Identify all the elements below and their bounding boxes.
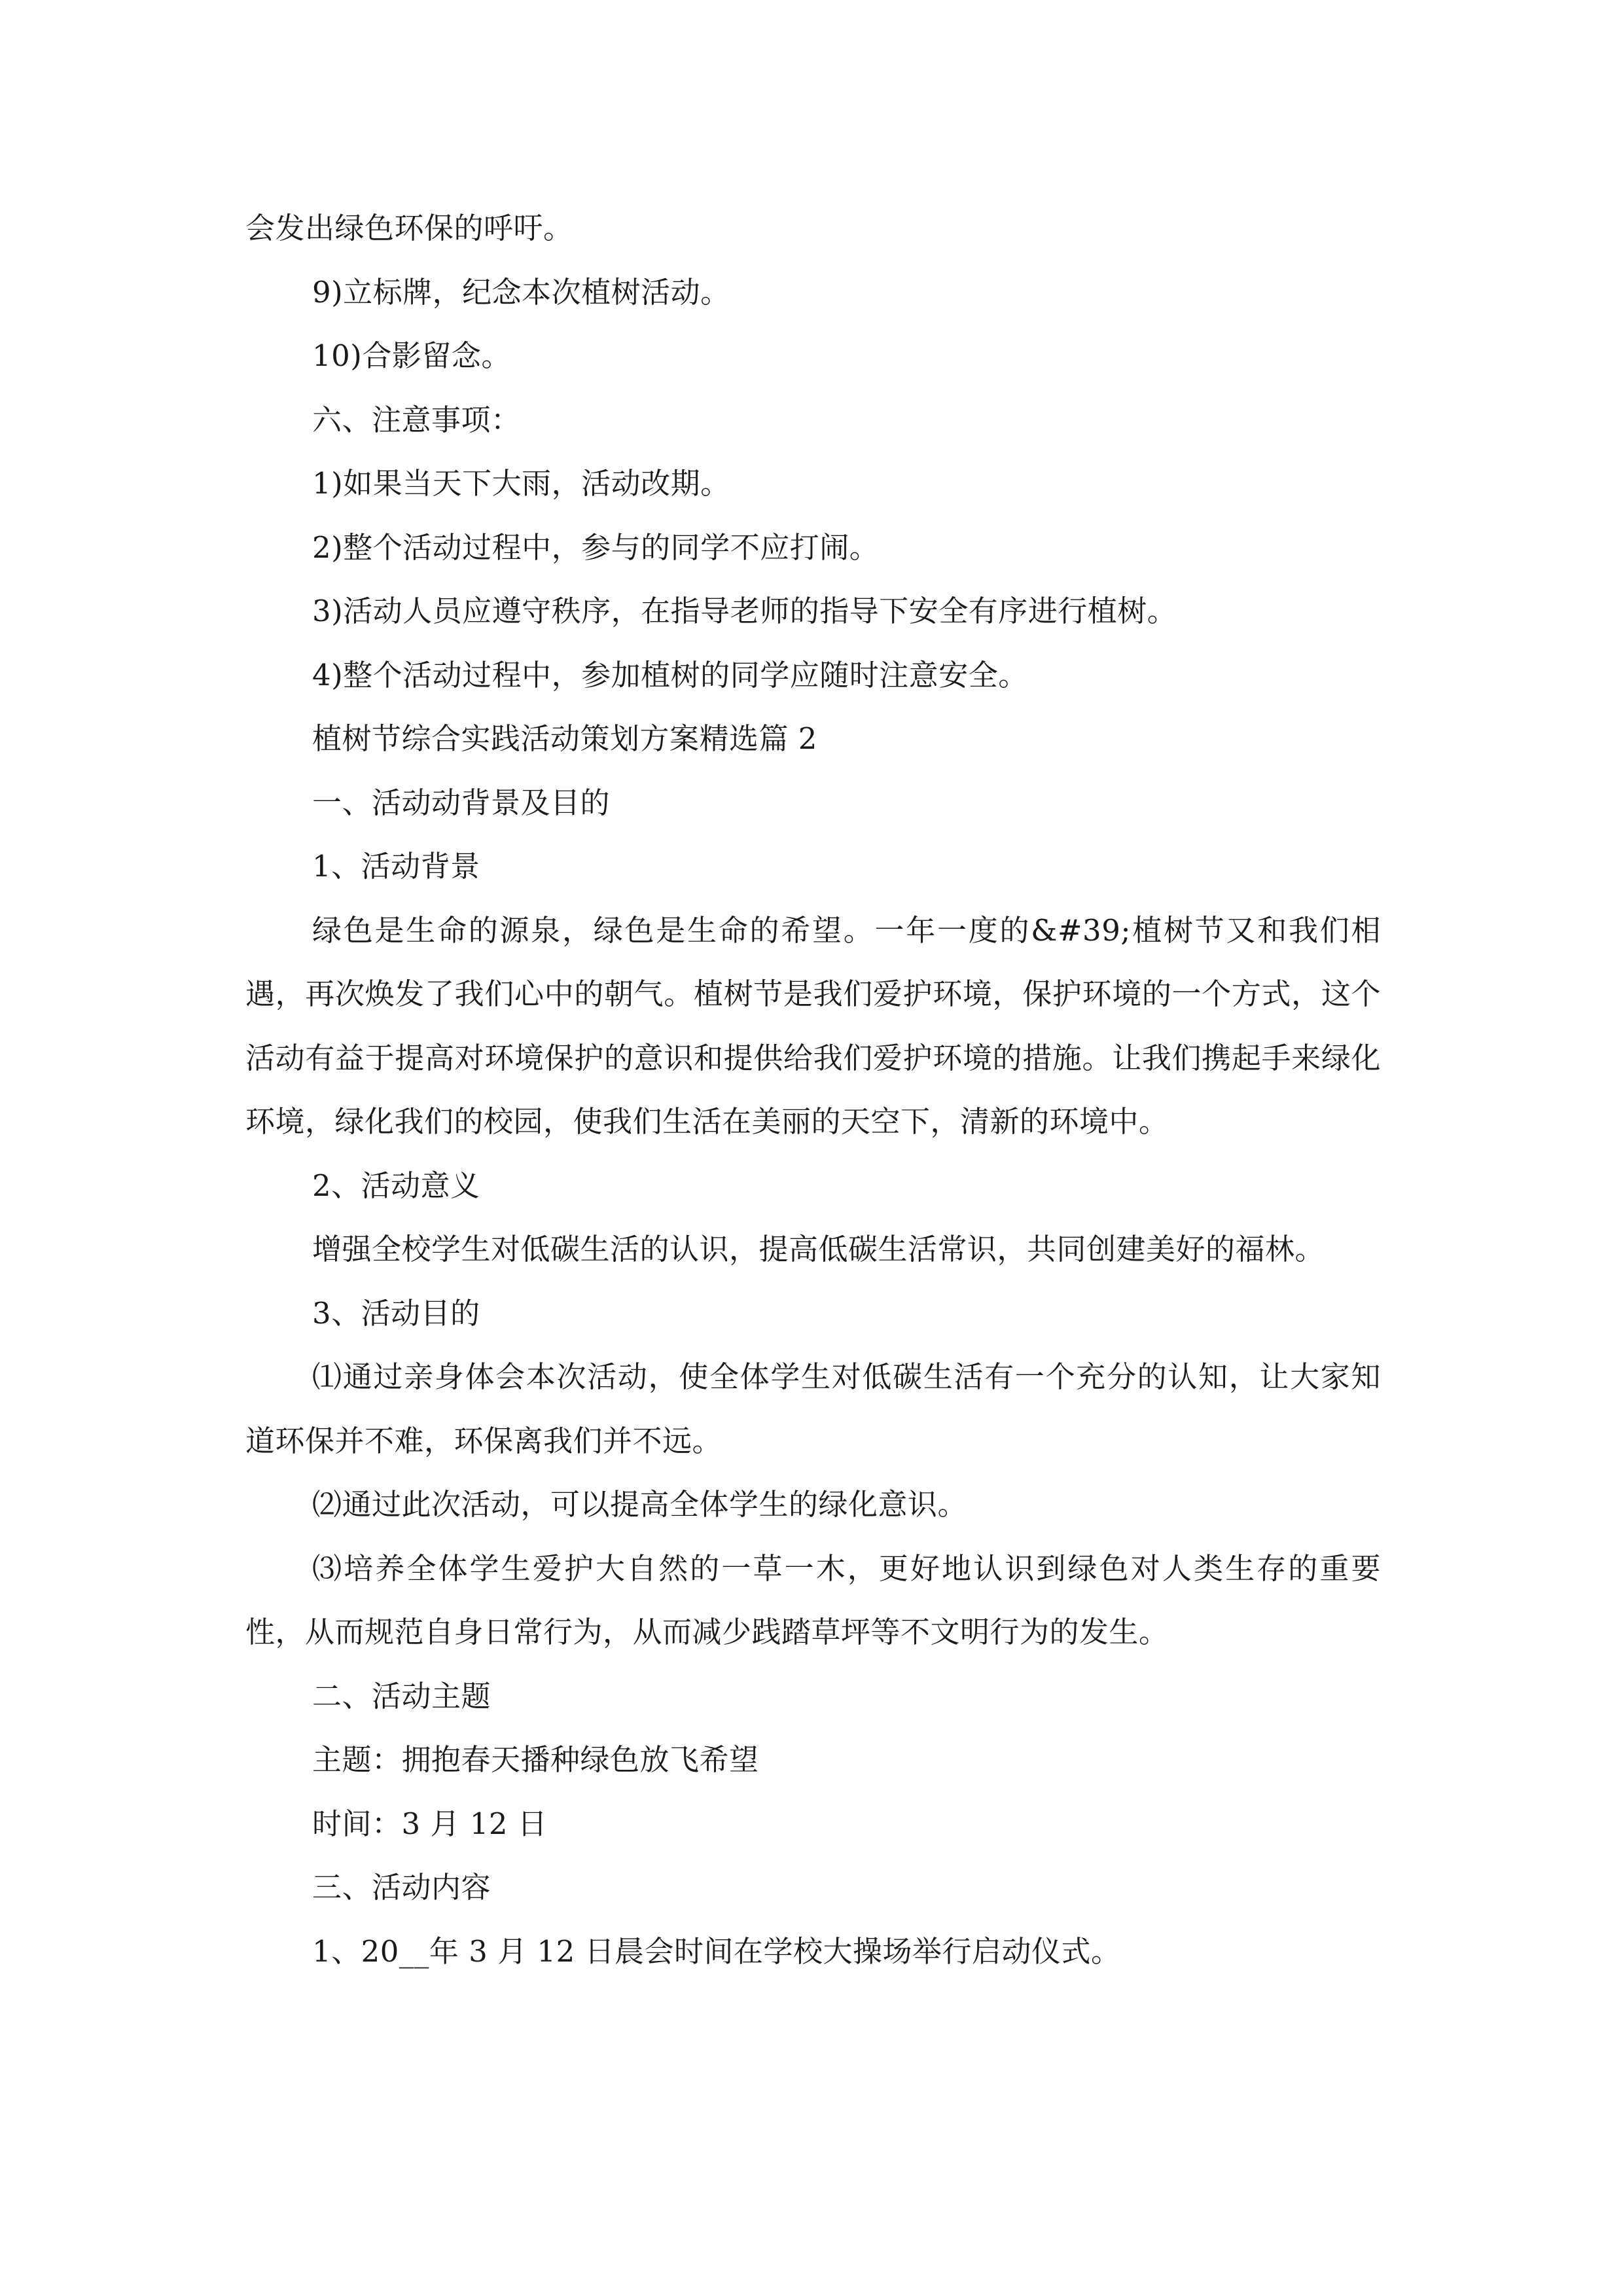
paragraph: 主题：拥抱春天播种绿色放飞希望 [312,1742,759,1777]
subsection-heading: 1、活动背景 [312,849,480,884]
paragraph: 绿色是生命的源泉，绿色是生命的希望。一年一度的&#39;植树节又和我们相遇，再次焕发了我们心中的朝气。植树节是我们爱护环境，保护环境的一个方式，这个活动有益于提高对环境保护的意识和提供给我们爱护环境的措施。让我们携起手来绿化环境，绿化我们的校园，使我们生活在美丽的天空下，清新的环境中。 [245,912,1381,1139]
section-heading: 六、注意事项： [312,402,521,437]
section-heading: 二、活动主题 [312,1678,491,1713]
paragraph: 2)整个活动过程中，参与的同学不应打闹。 [312,529,880,565]
section-heading: 三、活动内容 [312,1870,491,1905]
paragraph: 1、20__年 3 月 12 日晨会时间在学校大操场举行启动仪式。 [312,1933,1121,1969]
paragraph: ⑴通过亲身体会本次活动，使全体学生对低碳生活有一个充分的认知，让大家知道环保并不难，环保离我们并不远。 [245,1359,1381,1458]
document-body [245,196,1381,1983]
paragraph: 时间：3 月 12 日 [312,1806,548,1841]
paragraph: 3)活动人员应遵守秩序，在指导老师的指导下安全有序进行植树。 [312,594,1177,628]
paragraph: 会发出绿色环保的呼吁。 [245,211,573,245]
paragraph: 9)立标牌，纪念本次植树活动。 [312,274,730,310]
paragraph: 增强全校学生对低碳生活的认识，提高低碳生活常识，共同创建美好的福林。 [312,1232,1325,1266]
paragraph: 10)合影留念。 [312,338,511,373]
paragraph: 4)整个活动过程中，参加植树的同学应随时注意安全。 [312,657,1028,692]
paragraph: 1)如果当天下大雨，活动改期。 [312,466,730,501]
paragraph: ⑶培养全体学生爱护大自然的一草一木，更好地认识到绿色对人类生存的重要性，从而规范自身日常行为，从而减少践踏草坪等不文明行为的发生。 [245,1551,1381,1649]
subsection-heading: 3、活动目的 [312,1295,480,1331]
paragraph: ⑵通过此次活动，可以提高全体学生的绿化意识。 [312,1487,968,1522]
subsection-heading: 2、活动意义 [312,1168,480,1203]
article-title: 植树节综合实践活动策划方案精选篇 2 [312,721,817,756]
section-heading: 一、活动动背景及目的 [312,785,611,820]
